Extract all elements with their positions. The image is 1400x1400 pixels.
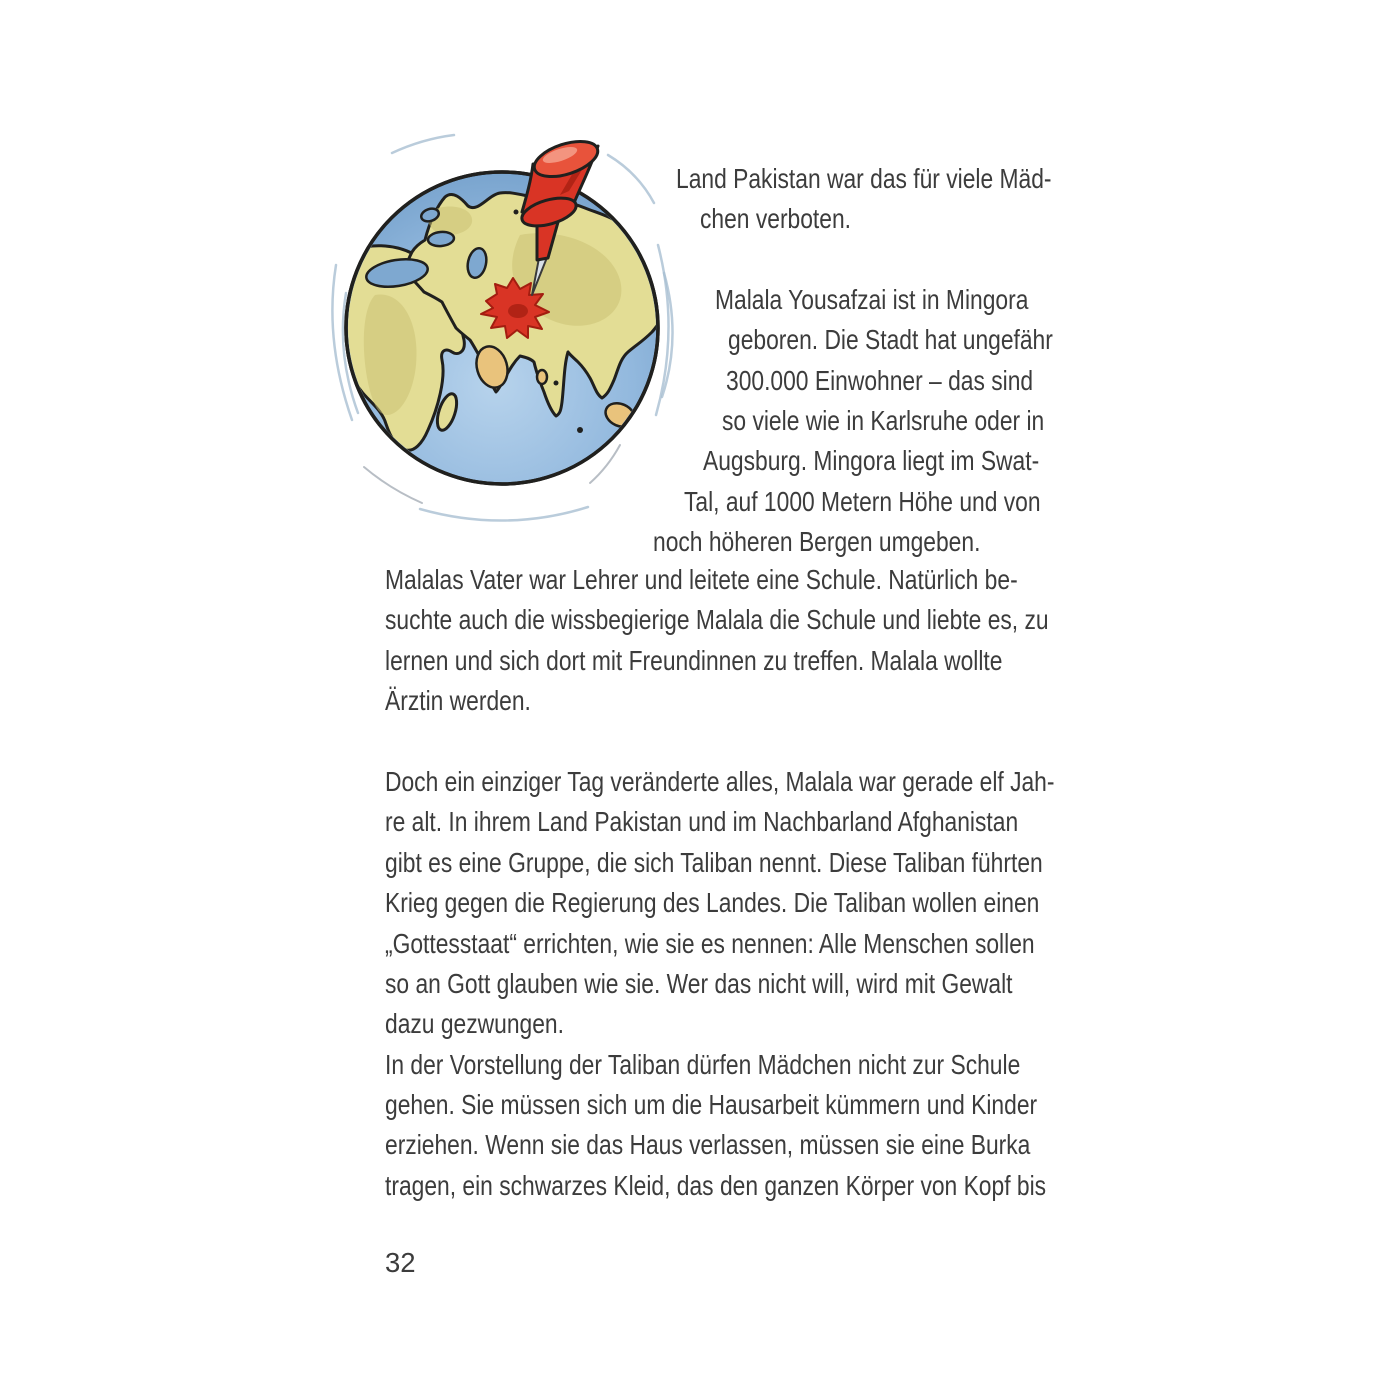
- page-number: 32: [385, 1247, 416, 1278]
- text-line: chen verboten.: [700, 203, 852, 234]
- text-line: Augsburg. Mingora liegt im Swat-: [703, 445, 1040, 476]
- text-line: geboren. Die Stadt hat ungefähr: [728, 324, 1053, 355]
- text-line: so an Gott glauben wie sie. Wer das nicht will, wird mit Gewalt: [385, 967, 1013, 999]
- text-line: suchte auch die wissbegierige Malala die Schule und liebte es, zu: [385, 604, 1049, 636]
- text-line: In der Vorstellung der Taliban dürfen Mädchen nicht zur Schule: [385, 1048, 1021, 1080]
- text-line: gibt es eine Gruppe, die sich Taliban nennt. Diese Taliban führten: [385, 846, 1043, 878]
- text-line: lernen und sich dort mit Freundinnen zu treffen. Malala wollte: [385, 644, 1003, 676]
- text-line: gehen. Sie müssen sich um die Hausarbeit kümmern und Kinder: [385, 1089, 1038, 1121]
- text-line: Tal, auf 1000 Metern Höhe und von: [684, 486, 1041, 517]
- text-line: so viele wie in Karlsruhe oder in: [722, 405, 1045, 436]
- text-line: 300.000 Einwohner – das sind: [726, 365, 1034, 396]
- region-australia-patch: [615, 431, 669, 475]
- globe-illustration: [320, 115, 690, 545]
- text-line: „Gottesstaat“ errichten, wie sie es nennen: Alle Menschen sollen: [385, 927, 1035, 959]
- text-line: Ärztin werden.: [385, 685, 531, 717]
- text-line: Krieg gegen die Regierung des Landes. Die Taliban wollen einen: [385, 887, 1040, 919]
- text-line: dazu gezwungen.: [385, 1008, 564, 1040]
- text-line: Malala Yousafzai ist in Mingora: [715, 284, 1029, 315]
- blank-line: [385, 722, 1145, 762]
- body-paragraphs: [385, 560, 1145, 1206]
- text-line: Land Pakistan war das für viele Mäd-: [676, 163, 1052, 194]
- text-line: erziehen. Wenn sie das Haus verlassen, müssen sie eine Burka: [385, 1129, 1031, 1161]
- text-line: Doch ein einziger Tag veränderte alles, Malala war gerade elf Jah-: [385, 765, 1055, 797]
- text-line: Malalas Vater war Lehrer und leitete eine Schule. Natürlich be-: [385, 564, 1018, 595]
- text-line: tragen, ein schwarzes Kleid, das den ganzen Körper von Kopf bis: [385, 1169, 1047, 1201]
- text-line: re alt. In ihrem Land Pakistan und im Nachbarland Afghanistan: [385, 806, 1019, 838]
- text-line: noch höheren Bergen umgeben.: [653, 526, 981, 557]
